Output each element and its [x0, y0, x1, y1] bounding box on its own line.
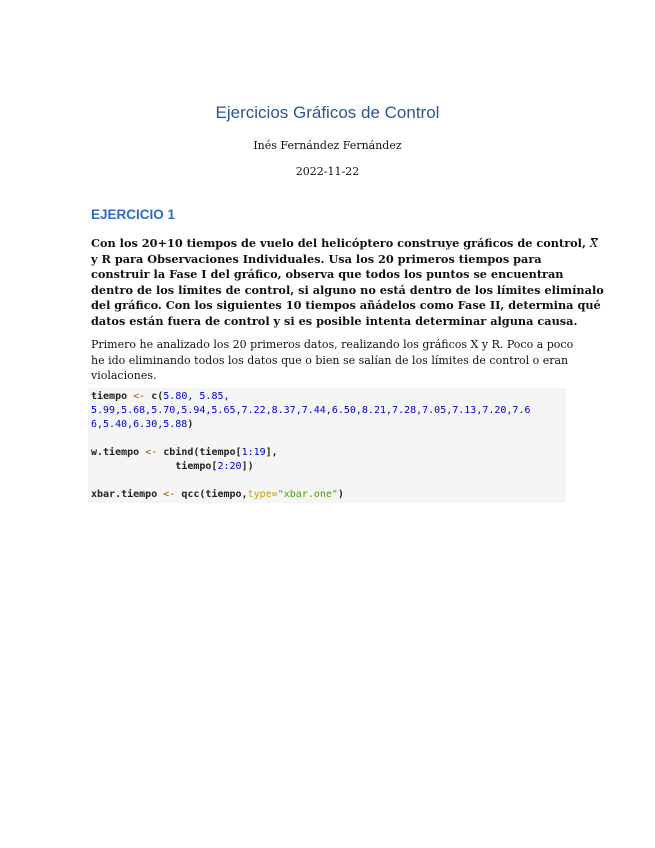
statement-line: construir la Fase I del gráfico, observa que todos los puntos se encuentran: [91, 267, 564, 282]
code-line: [91, 432, 566, 446]
statement-line: del gráfico. Con los siguientes 10 tiempos añádelos como Fase II, determina qué: [91, 298, 601, 313]
statement-line: datos están fuera de control y si es posible intenta determinar alguna causa.: [91, 313, 578, 328]
code-line: w.tiempo <- cbind(tiempo[1:19],: [91, 447, 278, 458]
section-heading: EJERCICIO 1: [91, 207, 176, 222]
paragraph-line: violaciones.: [91, 369, 157, 382]
code-line: 6,5.40,6.30,5.88): [91, 419, 194, 430]
document-author: Inés Fernández Fernández: [253, 139, 402, 152]
statement-line: Con los 20+10 tiempos de vuelo del helicóptero construye gráficos de control, X: [91, 236, 598, 250]
code-line: tiempo <- c(5.80, 5.85,: [91, 391, 230, 402]
code-line: tiempo[2:20]): [175, 461, 254, 472]
exercise-statement: [91, 236, 604, 330]
code-line: 5.99,5.68,5.70,5.94,5.65,7.22,8.37,7.44,6.50,8.21,7.28,7.05,7.13,7.20,7.6: [91, 405, 531, 416]
document-title: Ejercicios Gráficos de Control: [215, 103, 440, 122]
statement-line: dentro de los límites de control, si alguno no está dentro de los límites elimínalo: [91, 282, 604, 297]
code-line: xbar.tiempo <- qcc(tiempo,type="xbar.one"): [91, 489, 344, 500]
paragraph-line: Primero he analizado los 20 primeros datos, realizando los gráficos X y R. Poco a poco: [91, 338, 574, 351]
document-date: 2022-11-22: [295, 165, 360, 178]
analysis-paragraph: [91, 337, 574, 384]
statement-line: y R para Observaciones Individuales. Usa los 20 primeros tiempos para: [91, 251, 542, 266]
paragraph-line: he ido eliminando todos los datos que o bien se salían de los límites de control o eran: [91, 353, 569, 367]
code-block: [88, 388, 566, 503]
code-line: [91, 474, 566, 488]
xbar-symbol: X: [589, 237, 598, 250]
